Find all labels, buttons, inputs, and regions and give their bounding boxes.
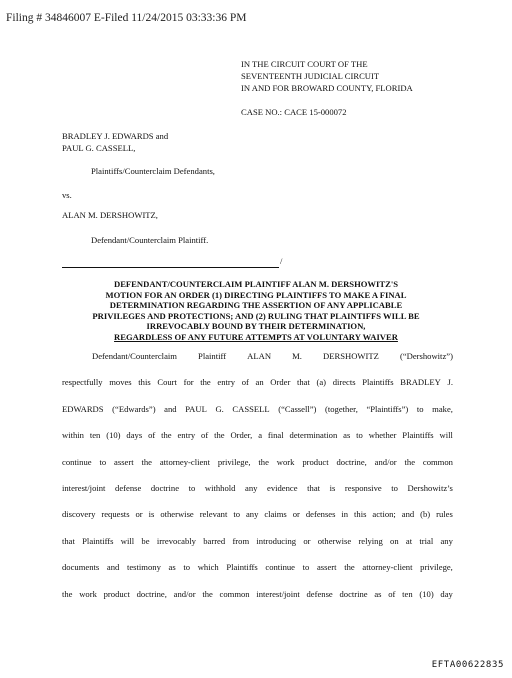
body-word: the bbox=[214, 430, 225, 441]
title-line: PRIVILEGES AND PROTECTIONS; AND (2) RULING THAT PLAINTIFFS WILL BE bbox=[92, 310, 420, 321]
body-word: for bbox=[183, 377, 194, 388]
plaintiff-name-2: PAUL G. CASSELL, bbox=[62, 142, 136, 153]
body-word: Order, bbox=[230, 430, 253, 441]
body-word: to bbox=[233, 509, 241, 520]
filing-stamp: Filing # 34846007 E-Filed 11/24/2015 03:33:36 PM bbox=[6, 12, 247, 24]
body-word: privilege, bbox=[217, 456, 251, 467]
body-word: respectfully bbox=[62, 377, 103, 388]
body-line bbox=[62, 508, 453, 534]
body-line bbox=[62, 456, 453, 482]
body-line bbox=[62, 403, 453, 429]
body-word: and/or bbox=[374, 456, 397, 467]
body-word: final bbox=[267, 430, 284, 441]
title-line: IRREVOCABLY BOUND BY THEIR DETERMINATION, bbox=[146, 321, 366, 332]
body-word: the bbox=[202, 588, 213, 599]
body-word: withhold bbox=[204, 482, 236, 493]
body-word: doctrine, bbox=[136, 588, 167, 599]
body-word: an bbox=[255, 377, 264, 388]
body-word: determination bbox=[289, 430, 338, 441]
body-word: testimony bbox=[126, 562, 161, 573]
body-word: and bbox=[164, 403, 177, 414]
body-word: of bbox=[388, 588, 396, 599]
motion-body bbox=[62, 350, 453, 614]
body-word: doctrine, bbox=[336, 456, 367, 467]
body-word: ten bbox=[402, 588, 413, 599]
plaintiff-name-1: BRADLEY J. EDWARDS and bbox=[62, 131, 169, 141]
body-word: discovery bbox=[62, 509, 96, 520]
bates-number: EFTA00622835 bbox=[431, 660, 504, 670]
body-word: this bbox=[138, 377, 151, 388]
body-line bbox=[62, 588, 453, 614]
body-word: Plaintiffs bbox=[226, 562, 258, 573]
body-word: Order bbox=[270, 377, 291, 388]
body-word: otherwise bbox=[160, 509, 194, 520]
body-word: attorney-client bbox=[362, 562, 413, 573]
body-word: of bbox=[201, 430, 209, 441]
body-word: (10) bbox=[106, 430, 121, 441]
body-word: ALAN bbox=[247, 351, 272, 361]
body-word: or bbox=[135, 509, 143, 520]
plaintiff-names bbox=[62, 131, 168, 154]
body-word: the bbox=[62, 588, 73, 599]
body-word: documents bbox=[62, 562, 100, 573]
body-line bbox=[62, 561, 453, 587]
body-word: within bbox=[62, 430, 84, 441]
title-line: DEFENDANT/COUNTERCLAIM PLAINTIFF ALAN M. DERSHOWITZ'S bbox=[113, 279, 399, 289]
body-word: privilege, bbox=[420, 562, 453, 573]
body-word: moves bbox=[109, 377, 132, 388]
body-word: this bbox=[354, 509, 367, 520]
caption-end-mark: / bbox=[280, 256, 283, 266]
body-word: as bbox=[343, 430, 351, 441]
body-word: Plaintiffs bbox=[362, 377, 394, 388]
body-word: relevant bbox=[199, 509, 228, 520]
body-line bbox=[62, 376, 453, 402]
body-word: action; bbox=[372, 509, 396, 520]
body-word: defenses bbox=[305, 509, 336, 520]
body-word: will bbox=[120, 535, 135, 546]
body-word: to bbox=[416, 403, 424, 414]
body-word: product bbox=[103, 588, 130, 599]
body-word: common bbox=[219, 588, 250, 599]
body-word: interest/joint bbox=[256, 588, 300, 599]
body-word: whether bbox=[368, 430, 397, 441]
body-word: Dershowitz’s bbox=[407, 482, 453, 493]
body-word: is bbox=[148, 509, 155, 520]
body-line bbox=[62, 350, 453, 376]
body-word: (a) bbox=[316, 377, 327, 388]
body-word: G. bbox=[215, 403, 224, 414]
body-word: Plaintiffs bbox=[82, 535, 114, 546]
body-word: interest/joint bbox=[62, 482, 106, 493]
body-word: directs bbox=[332, 377, 356, 388]
body-word: to bbox=[188, 482, 196, 493]
case-number: CASE NO.: CACE 15-000072 bbox=[241, 107, 347, 117]
body-word: on bbox=[390, 535, 399, 546]
title-line: DETERMINATION REGARDING THE ASSERTION OF ANY APPLICABLE bbox=[109, 300, 403, 311]
body-word: and bbox=[106, 562, 120, 573]
body-word: the bbox=[141, 456, 152, 467]
body-word: defense bbox=[306, 588, 333, 599]
body-line bbox=[62, 482, 453, 508]
body-word: CASSELL bbox=[232, 403, 270, 414]
body-word: the bbox=[344, 562, 355, 573]
body-word: (together, bbox=[325, 403, 358, 414]
body-word: work bbox=[79, 588, 97, 599]
body-word: days bbox=[126, 430, 143, 441]
body-word: will bbox=[439, 430, 453, 441]
body-word: (“Dershowitz”) bbox=[399, 351, 453, 361]
body-word: PAUL bbox=[185, 403, 207, 414]
body-word: requests bbox=[101, 509, 130, 520]
body-word: BRADLEY bbox=[400, 377, 441, 388]
body-word: that bbox=[62, 535, 75, 546]
body-word: introducing bbox=[256, 535, 297, 546]
body-word: relying bbox=[358, 535, 383, 546]
body-word: evidence bbox=[267, 482, 298, 493]
body-word: EDWARDS bbox=[62, 403, 104, 414]
body-word: M. bbox=[292, 351, 302, 361]
body-word: to bbox=[183, 562, 191, 573]
body-word: work bbox=[276, 456, 295, 467]
body-word: as bbox=[374, 588, 382, 599]
body-line bbox=[62, 535, 453, 561]
body-word: that bbox=[296, 377, 310, 388]
body-word: assert bbox=[316, 562, 337, 573]
court-line-1: IN THE CIRCUIT COURT OF THE bbox=[241, 59, 368, 69]
body-word: to bbox=[391, 482, 398, 493]
court-line-3: IN AND FOR BROWARD COUNTY, FLORIDA bbox=[241, 83, 413, 93]
title-line: MOTION FOR AN ORDER (1) DIRECTING PLAINTIFFS TO MAKE A FINAL bbox=[105, 289, 407, 300]
body-word: J. bbox=[447, 377, 453, 388]
body-word: doctrine bbox=[150, 482, 180, 493]
body-line bbox=[62, 429, 453, 455]
body-word: ten bbox=[89, 430, 101, 441]
body-word: and/or bbox=[173, 588, 196, 599]
defendant-name: ALAN M. DERSHOWITZ, bbox=[62, 210, 158, 220]
body-word: that bbox=[307, 482, 321, 493]
body-word: “Plaintiffs”) bbox=[366, 403, 409, 414]
body-word: product bbox=[302, 456, 329, 467]
body-word: any bbox=[440, 535, 453, 546]
body-word: of bbox=[148, 430, 156, 441]
body-word: Court bbox=[157, 377, 177, 388]
body-word: entry bbox=[177, 430, 196, 441]
body-word: and bbox=[401, 509, 415, 520]
body-word: the bbox=[161, 430, 172, 441]
body-word: of bbox=[241, 377, 249, 388]
body-word: continue bbox=[62, 456, 92, 467]
body-word: otherwise bbox=[317, 535, 352, 546]
body-word: the bbox=[404, 456, 416, 467]
body-word: at bbox=[405, 535, 413, 546]
body-word: Plaintiff bbox=[198, 351, 227, 361]
defendant-role: Defendant/Counterclaim Plaintiff. bbox=[91, 235, 209, 245]
body-word: continue bbox=[265, 562, 295, 573]
body-word: in bbox=[341, 509, 349, 520]
body-word: or bbox=[292, 509, 300, 520]
body-word: any bbox=[245, 509, 259, 520]
body-word: or bbox=[303, 535, 311, 546]
body-word: defense bbox=[115, 482, 142, 493]
body-word: irrevocably bbox=[156, 535, 196, 546]
body-word: responsive bbox=[344, 482, 382, 493]
body-word: any bbox=[245, 482, 258, 493]
body-word: as bbox=[168, 562, 176, 573]
body-word: (“Cassell”) bbox=[278, 403, 317, 414]
body-word: assert bbox=[114, 456, 134, 467]
court-line-2: SEVENTEENTH JUDICIAL CIRCUIT bbox=[241, 71, 380, 81]
versus-label: vs. bbox=[62, 190, 72, 200]
body-word: day bbox=[440, 588, 453, 599]
body-word: claims bbox=[264, 509, 287, 520]
body-word: the bbox=[258, 456, 269, 467]
body-word: entry bbox=[217, 377, 236, 388]
body-word: attorney-client bbox=[159, 456, 210, 467]
body-word: (10) bbox=[419, 588, 434, 599]
body-word: from bbox=[232, 535, 250, 546]
body-word: doctrine bbox=[339, 588, 368, 599]
court-heading bbox=[241, 58, 413, 94]
body-word: trial bbox=[419, 535, 434, 546]
body-word: DERSHOWITZ bbox=[323, 351, 379, 361]
body-word: rules bbox=[436, 509, 453, 520]
body-word: a bbox=[258, 430, 263, 441]
caption-rule bbox=[62, 258, 279, 268]
body-word: common bbox=[422, 456, 453, 467]
body-word: to bbox=[99, 456, 107, 467]
title-line-underlined: REGARDLESS OF ANY FUTURE ATTEMPTS AT VOLUNTARY WAIVER bbox=[114, 331, 398, 342]
body-word: Plaintiffs bbox=[402, 430, 434, 441]
body-word: is bbox=[329, 482, 336, 493]
plaintiff-role: Plaintiffs/Counterclaim Defendants, bbox=[91, 166, 215, 176]
body-word: the bbox=[200, 377, 211, 388]
body-word: (b) bbox=[420, 509, 431, 520]
body-word: to bbox=[302, 562, 310, 573]
body-word: make, bbox=[432, 403, 453, 414]
motion-title bbox=[40, 279, 472, 343]
body-word: be bbox=[141, 535, 150, 546]
body-word: barred bbox=[203, 535, 226, 546]
body-word: which bbox=[197, 562, 219, 573]
body-word: to bbox=[356, 430, 363, 441]
body-word: (“Edwards”) bbox=[112, 403, 156, 414]
body-word: Defendant/Counterclaim bbox=[92, 351, 177, 361]
